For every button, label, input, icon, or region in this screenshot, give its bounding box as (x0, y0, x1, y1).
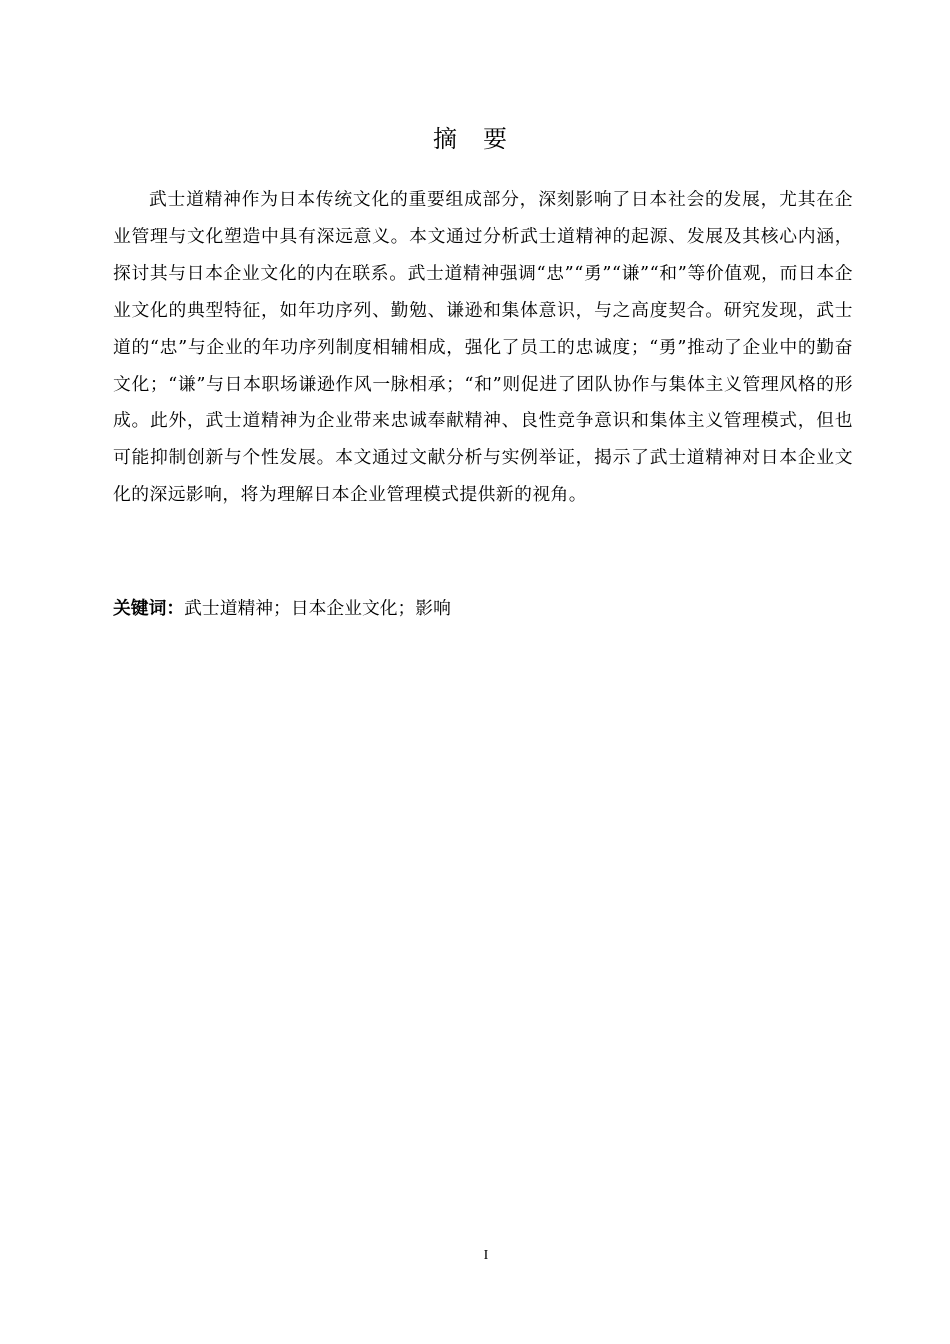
abstract-title: 摘要 (433, 125, 533, 153)
keywords-line (113, 594, 853, 624)
keywords-label: 关键词： (113, 598, 185, 619)
page-number: I (483, 1248, 489, 1263)
keywords-text: 武士道精神；日本企业文化；影响 (184, 598, 451, 619)
abstract-body: 武士道精神作为日本传统文化的重要组成部分，深刻影响了日本社会的发展，尤其在企业管理与文化塑造中具有深远意义。本文通过分析武士道精神的起源、发展及其核心内涵，探讨其与日本企业文化的内在联系。武士道精神强调“忠”“勇”“谦”“和”等价值观，而日本企业文化的典型特征，如年功序列、勤勉、谦逊和集体意识，与之高度契合。研究发现，武士道的“忠”与企业的年功序列制度相辅相成，强化了员工的忠诚度；“勇”推动了企业中的勤奋文化；“谦”与日本职场谦逊作风一脉相承；“和”则促进了团队协作与集体主义管理风格的形成。此外，武士道精神为企业带来忠诚奉献精神、良性竞争意识和集体主义管理模式，但也可能抑制创新与个性发展。本文通过文献分析与实例举证，揭示了武士道精神对日本企业文化的深远影响，将为理解日本企业管理模式提供新的视角。 (113, 189, 853, 506)
